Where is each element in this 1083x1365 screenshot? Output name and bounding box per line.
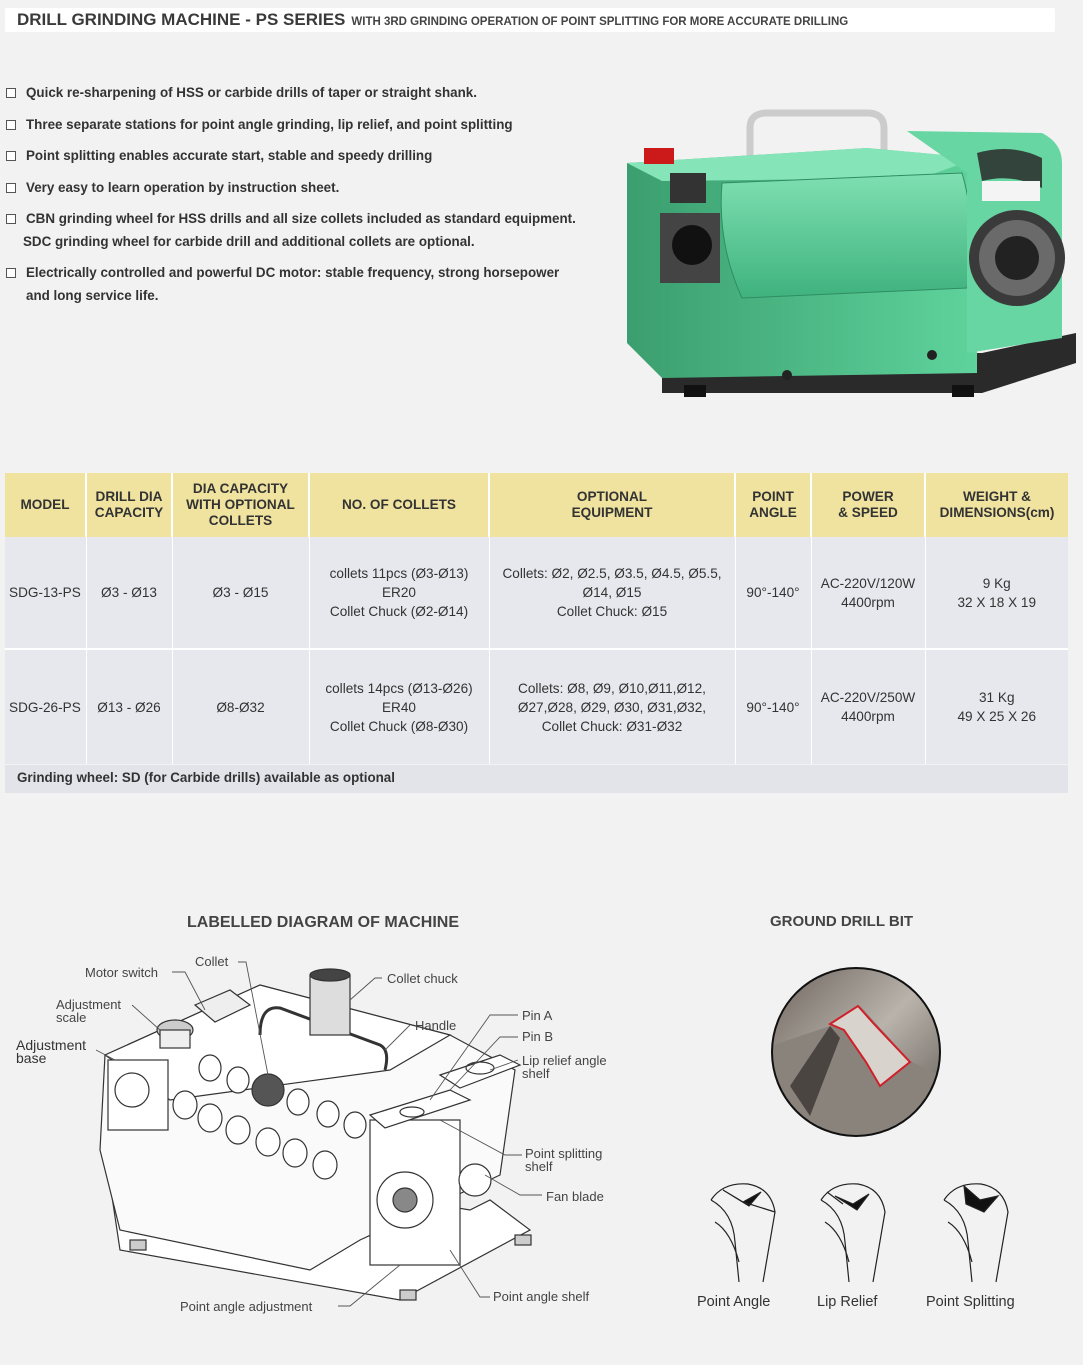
checkbox-bullet-icon [6,88,16,98]
cell-model: SDG-26-PS [5,649,86,764]
label-point-splitting-shelf: Point splitting shelf [525,1146,603,1174]
col-header-drill-dia: DRILL DIA CAPACITY [86,473,172,537]
col-header-power-speed: POWER & SPEED [811,473,925,537]
checkbox-bullet-icon [6,120,16,130]
cell-weight: 9 Kg 32 X 18 X 19 [925,537,1068,649]
cell-point-angle: 90°-140° [735,649,811,764]
feature-item [6,262,616,307]
drill-bit-closeup-photo [770,966,942,1138]
label-adjustment-scale: Adjustment scale [56,997,122,1025]
lip-relief-bit-drawing [813,1182,893,1284]
cell-collets: collets 14pcs (Ø13-Ø26) ER40 Collet Chuck (Ø8-Ø30) [309,649,489,764]
caption-lip-relief: Lip Relief [817,1294,878,1310]
col-header-model: MODEL [5,473,86,537]
caption-point-splitting: Point Splitting [926,1294,1015,1310]
cell-collets: collets 11pcs (Ø3-Ø13) ER20 Collet Chuck (Ø2-Ø14) [309,537,489,649]
spec-table [5,473,1068,764]
checkbox-bullet-icon [6,268,16,278]
checkbox-bullet-icon [6,214,16,224]
feature-item [6,114,616,137]
cell-weight: 31 Kg 49 X 25 X 26 [925,649,1068,764]
cell-drill-dia: Ø3 - Ø13 [86,537,172,649]
col-header-point-angle: POINT ANGLE [735,473,811,537]
cell-model: SDG-13-PS [5,537,86,649]
cell-dia-optional: Ø8-Ø32 [172,649,309,764]
feature-item [6,208,616,253]
feature-item [6,145,616,168]
label-lip-relief-shelf: Lip relief angle shelf [522,1053,607,1081]
label-motor-switch: Motor switch [85,965,158,980]
feature-text: Three separate stations for point angle grinding, lip relief, and point splitting [26,116,513,132]
cell-optional-equipment: Collets: Ø8, Ø9, Ø10,Ø11,Ø12, Ø27,Ø28, Ø29, Ø30, Ø31,Ø32, Collet Chuck: Ø31-Ø32 [489,649,735,764]
cell-point-angle: 90°-140° [735,537,811,649]
machine-photo [622,103,1078,403]
label-pin-a: Pin A [522,1008,553,1023]
feature-text-continued: and long service life. [26,287,159,303]
label-collet-chuck: Collet chuck [387,971,458,986]
label-point-angle-shelf: Point angle shelf [493,1289,590,1304]
feature-text: Quick re-sharpening of HSS or carbide drills of taper or straight shank. [26,85,477,100]
label-collet: Collet [195,954,229,969]
feature-text: Point splitting enables accurate start, stable and speedy drilling [26,148,433,163]
label-point-angle-adjustment: Point angle adjustment [180,1299,313,1314]
page-subtitle: WITH 3RD GRINDING OPERATION OF POINT SPLITTING FOR MORE ACCURATE DRILLING [351,16,849,28]
ground-bit-title: GROUND DRILL BIT [770,913,914,930]
checkbox-bullet-icon [6,151,16,161]
cell-drill-dia: Ø13 - Ø26 [86,649,172,764]
table-footnote: Grinding wheel: SD (for Carbide drills) available as optional [5,765,1068,793]
feature-text: Electrically controlled and powerful DC motor: stable frequency, strong horsepower [26,265,560,280]
col-header-optional-equipment: OPTIONAL EQUIPMENT [489,473,735,537]
diagram-title: LABELLED DIAGRAM OF MACHINE [187,914,459,931]
col-header-dia-optional: DIA CAPACITY WITH OPTIONAL COLLETS [172,473,309,537]
point-splitting-bit-drawing [936,1182,1016,1284]
label-handle: Handle [415,1018,457,1033]
checkbox-bullet-icon [6,183,16,193]
page-title: DRILL GRINDING MACHINE - PS SERIES [17,10,346,29]
table-row [5,649,1068,764]
col-header-collets: NO. OF COLLETS [309,473,489,537]
col-header-weight: WEIGHT & DIMENSIONS(cm) [925,473,1068,537]
feature-list [6,82,616,316]
cell-power-speed: AC-220V/250W 4400rpm [811,649,925,764]
feature-item [6,177,616,200]
feature-item [6,82,616,105]
label-fan-blade: Fan blade [546,1189,604,1204]
feature-text-continued: SDC grinding wheel for carbide drill and additional collets are optional. [23,233,475,249]
table-row [5,537,1068,649]
caption-point-angle: Point Angle [697,1294,771,1310]
label-adjustment-base: Adjustment base [16,1037,87,1066]
cell-power-speed: AC-220V/120W 4400rpm [811,537,925,649]
point-angle-bit-drawing [703,1182,783,1284]
cell-optional-equipment: Collets: Ø2, Ø2.5, Ø3.5, Ø4.5, Ø5.5, Ø14, Ø15 Collet Chuck: Ø15 [489,537,735,649]
feature-text: CBN grinding wheel for HSS drills and all size collets included as standard equipment. [26,211,576,226]
feature-text: Very easy to learn operation by instruction sheet. [26,179,340,195]
cell-dia-optional: Ø3 - Ø15 [172,537,309,649]
table-header-row [5,473,1068,537]
label-pin-b: Pin B [522,1029,554,1044]
title-bar [5,8,1055,32]
